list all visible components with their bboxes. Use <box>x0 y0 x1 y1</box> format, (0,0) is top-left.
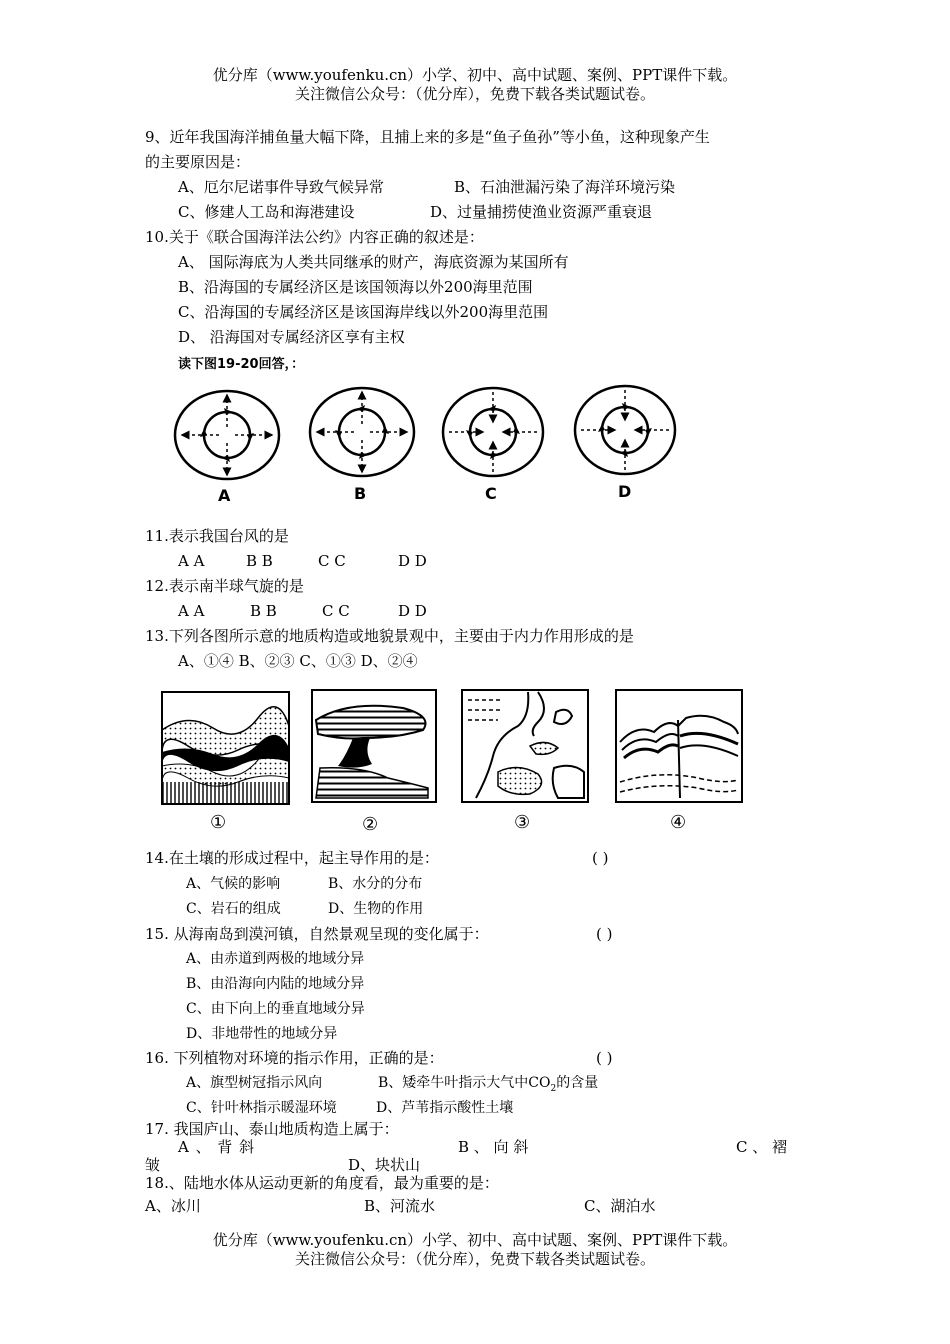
geology-figure-2-mushroom-rock <box>312 690 436 802</box>
q9-option-a: A、厄尔尼诺事件导致气候异常 <box>178 178 384 196</box>
q9-option-b: B、石油泄漏污染了海洋环境污染 <box>454 178 676 196</box>
cyclone-diagram-b <box>310 388 414 476</box>
cyclone-label-a: A <box>218 486 231 505</box>
q17-option-d: D、块状山 <box>348 1156 421 1174</box>
q11-option-a: A A <box>178 552 205 570</box>
q16-stem: 16. 下列植物对环境的指示作用，正确的是： <box>145 1049 444 1067</box>
q12-option-b: B B <box>250 602 277 620</box>
footer-line-1: 优分库（www.youfenku.cn）小学、初中、高中试题、案例、PPT课件下载。 <box>212 1231 738 1249</box>
cyclone-diagram-d <box>575 386 675 474</box>
cyclone-diagrams <box>170 380 730 510</box>
header-line-1: 优分库（www.youfenku.cn）小学、初中、高中试题、案例、PPT课件下载。 <box>212 66 738 84</box>
cyclone-diagram-c <box>443 388 543 476</box>
q11-option-d: D D <box>398 552 427 570</box>
geology-label-3: ③ <box>514 812 531 833</box>
q15-stem: 15. 从海南岛到漠河镇，自然景观呈现的变化属于： <box>145 925 489 943</box>
footer-line-2: 关注微信公众号：（优分库），免费下载各类试题试卷。 <box>294 1250 655 1268</box>
q16-option-b-text: B、矮牵牛叶指示大气中CO <box>378 1075 551 1091</box>
q10-option-b: B、沿海国的专属经济区是该国领海以外200海里范围 <box>178 278 533 296</box>
cyclone-label-c: C <box>485 484 497 503</box>
figure-intro: 读下图19-20回答，： <box>178 357 305 372</box>
q15-option-b: B、由沿海向内陆的地域分异 <box>186 976 365 992</box>
q12-stem: 12.表示南半球气旋的是 <box>145 577 304 595</box>
q11-option-c: C C <box>318 552 346 570</box>
q15-option-a: A、由赤道到两极的地域分异 <box>186 951 365 967</box>
q18-stem: 18.、陆地水体从运动更新的角度看，最为重要的是： <box>145 1174 499 1192</box>
q12-option-a: A A <box>178 602 205 620</box>
q10-option-d: D、 沿海国对专属经济区享有主权 <box>178 328 405 346</box>
q11-stem: 11.表示我国台风的是 <box>145 527 289 545</box>
q14-option-b: B、水分的分布 <box>328 876 423 892</box>
cyclone-label-d: D <box>618 482 632 501</box>
q16-option-b-suffix: 的含量 <box>556 1075 599 1091</box>
q18-option-b: B、河流水 <box>364 1197 436 1215</box>
q17-option-b: B 、 向 斜 <box>458 1138 529 1156</box>
geology-figure-1-folds <box>162 692 289 804</box>
q10-option-a: A、 国际海底为人类共同继承的财产，海底资源为某国所有 <box>178 253 569 271</box>
q17-option-c <box>736 1138 787 1156</box>
q17-option-c-text: C 、 褶 <box>736 1138 788 1156</box>
q15-option-c: C、由下向上的垂直地域分异 <box>186 1001 365 1017</box>
q17-option-c-cont: 皱 <box>145 1156 161 1174</box>
q15-answer-blank: ( ) <box>596 925 613 943</box>
q10-option-c: C、沿海国的专属经济区是该国海岸线以外200海里范围 <box>178 303 549 321</box>
q14-option-d: D、生物的作用 <box>328 901 424 917</box>
geology-figure-4-faults <box>616 690 742 802</box>
q16-option-d: D、芦苇指示酸性土壤 <box>376 1100 514 1116</box>
q11-option-b: B B <box>246 552 273 570</box>
q14-stem: 14.在土壤的形成过程中，起主导作用的是： <box>145 849 439 867</box>
q16-option-a: A、旗型树冠指示风向 <box>186 1075 323 1091</box>
q16-option-b-subscript: 2 <box>550 1083 557 1094</box>
q14-option-a: A、气候的影响 <box>186 876 281 892</box>
q9-option-c: C、修建人工岛和海港建设 <box>178 203 355 221</box>
q10-stem: 10.关于《联合国海洋法公约》内容正确的叙述是： <box>145 228 484 246</box>
q9-stem-line-2: 的主要原因是： <box>145 153 251 171</box>
q18-option-a: A、冰川 <box>145 1197 201 1215</box>
geology-figures <box>158 686 748 836</box>
q13-options: A、①④ B、②③ C、①③ D、②④ <box>178 652 418 670</box>
q16-answer-blank: ( ) <box>596 1049 613 1067</box>
q16-option-b <box>378 1074 598 1098</box>
q14-answer-blank: ( ) <box>592 849 609 867</box>
geology-figure-3-coastline <box>462 690 588 802</box>
q15-option-d: D、非地带性的地域分异 <box>186 1026 338 1042</box>
q16-option-c: C、针叶林指示暖湿环境 <box>186 1100 337 1116</box>
q9-option-d: D、过量捕捞使渔业资源严重衰退 <box>430 203 653 221</box>
q14-option-c: C、岩石的组成 <box>186 901 281 917</box>
q17-stem: 17. 我国庐山、泰山地质构造上属于： <box>145 1120 399 1138</box>
cyclone-diagram-a <box>175 391 279 479</box>
q17-option-a: A 、 背 斜 <box>178 1138 255 1156</box>
q13-stem: 13.下列各图所示意的地质构造或地貌景观中，主要由于内力作用形成的是 <box>145 627 634 645</box>
geology-label-2: ② <box>362 814 379 835</box>
cyclone-label-b: B <box>354 484 367 503</box>
q9-stem-line-1: 9、近年我国海洋捕鱼量大幅下降，且捕上来的多是“鱼子鱼孙”等小鱼，这种现象产生 <box>145 128 710 146</box>
q12-option-d: D D <box>398 602 427 620</box>
header-line-2: 关注微信公众号：（优分库），免费下载各类试题试卷。 <box>294 85 655 103</box>
q18-option-c: C、湖泊水 <box>584 1197 656 1215</box>
geology-label-4: ④ <box>670 812 687 833</box>
geology-label-1: ① <box>210 812 227 833</box>
q12-option-c: C C <box>322 602 350 620</box>
